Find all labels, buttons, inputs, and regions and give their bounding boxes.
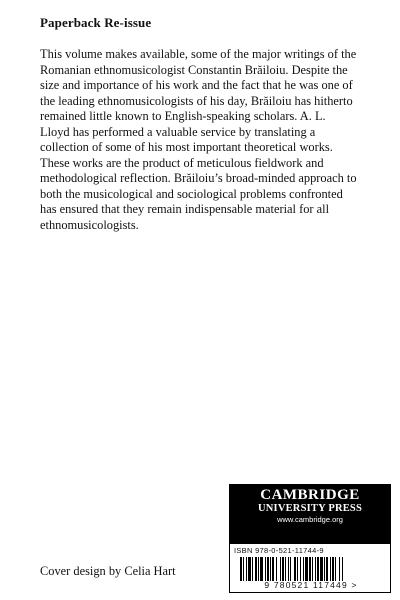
barcode-icon (238, 557, 384, 581)
isbn-barcode-box (229, 543, 391, 593)
publisher-name-line2: UNIVERSITY PRESS (257, 503, 363, 514)
section-heading: Paperback Re-issue (40, 15, 152, 30)
publisher-logo-block (229, 484, 391, 543)
publisher-name-line1: CAMBRIDGE (260, 487, 360, 503)
book-description: This volume makes available, some of the major writings of the Romanian ethnomusicologist Constantin Brăiloiu. Despite the size and importance of his work and the fact that he was one of the leading ethnomusicologists of his day, Brăiloiu has hitherto remained little known to English-speaking scholars. A. L. Lloyd has performed a valuable service by translating a collection of some of his most important theoretical works. These works are the product of meticulous fieldwork and methodological reflection. Brăiloiu’s broad-minded approach to both the musicological and sociological problems confronted has ensured that they remain indispensable material for all ethnomusicologists. (40, 47, 357, 232)
cover-design-credit: Cover design by Celia Hart (40, 564, 176, 578)
barcode-digits: 9 780521 117449 > (264, 580, 358, 590)
publisher-url: www.cambridge.org (277, 515, 343, 524)
isbn-label: ISBN 978-0-521-11744-9 (234, 546, 324, 555)
